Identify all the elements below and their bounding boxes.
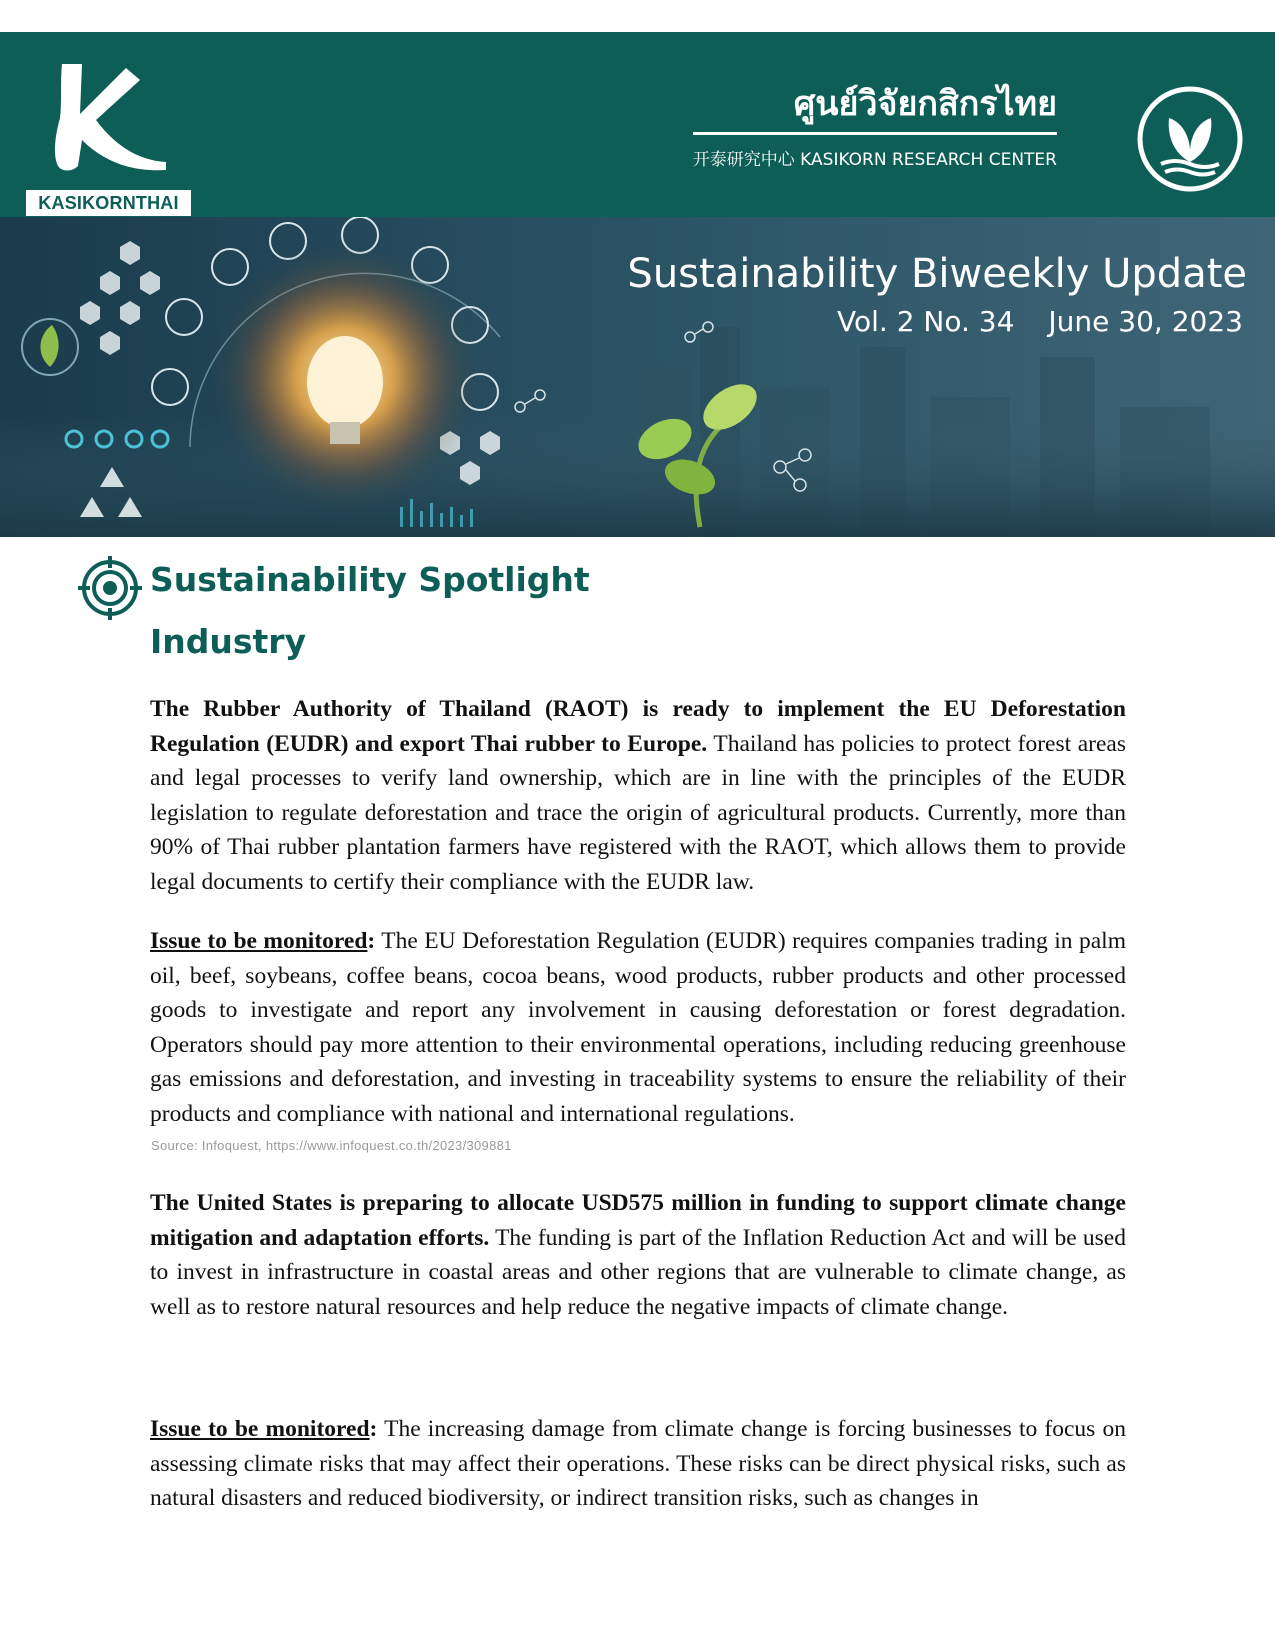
kasikornthai-logo: [26, 62, 196, 218]
kasikorn-emblem-icon: [1135, 84, 1245, 194]
volume-number: Vol. 2 No. 34: [837, 305, 1015, 338]
article-paragraph: [150, 692, 1126, 899]
brand-header: [0, 32, 1275, 217]
logo-label: KASIKORNTHAI: [26, 190, 191, 216]
issue-info: [837, 305, 1243, 338]
source-citation: Source: Infoquest, https://www.infoquest.co.th/2023/309881: [151, 1138, 512, 1153]
issue-body: The increasing damage from climate change is forcing businesses to focus on assessing climate risks that may affect their operations. These risks can be direct physical risks, such as natural disasters and reduced biodiversity, or indirect transition risks, such as changes in: [150, 1416, 1126, 1511]
target-crosshair-icon: [78, 556, 142, 620]
k-letter-icon: [48, 62, 168, 174]
center-name-english: 开泰研究中心 KASIKORN RESEARCH CENTER: [692, 150, 1057, 170]
article-paragraph: [150, 1186, 1126, 1324]
center-name-thai: ศูนย์วิจัยกสิกรไทย: [693, 82, 1057, 135]
issue-colon: :: [369, 1416, 378, 1442]
article-headline: The Rubber Authority of Thailand (RAOT) is ready to implement the EU Deforestation Regulation (EUDR) and export Thai rubber to Europe.: [150, 696, 1126, 757]
research-center-name: [693, 82, 1057, 170]
article-body: The funding is part of the Inflation Reduction Act and will be used to invest in infrastructure in coastal areas and other regions that are vulnerable to climate change, as well as to restore natural resources and help reduce the negative impacts of climate change.: [150, 1224, 1126, 1320]
issue-paragraph: [150, 1412, 1126, 1516]
issue-label: Issue to be monitored: [150, 928, 368, 954]
article-body: Thailand has policies to protect forest areas and legal processes to verify land ownership, which are in line with the principles of the EUDR legislation to regulate deforestation and trace the origin of agricultural products. Currently, more than 90% of Thai rubber plantation farmers have registered with the RAOT, which allows them to provide legal documents to certify their compliance with the EUDR law.: [150, 730, 1126, 895]
newsletter-title: Sustainability Biweekly Update: [627, 251, 1247, 297]
issue-date: June 30, 2023: [1048, 305, 1243, 338]
issue-paragraph: [150, 924, 1126, 1131]
article-headline: The United States is preparing to allocate USD575 million in funding to support climate change mitigation and adaptation efforts.: [150, 1190, 1126, 1251]
issue-label: Issue to be monitored: [150, 1416, 370, 1442]
issue-colon: :: [367, 928, 376, 954]
hero-banner: [0, 217, 1275, 537]
issue-body: The EU Deforestation Regulation (EUDR) requires companies trading in palm oil, beef, soybeans, coffee beans, cocoa beans, wood products, rubber products and other processed goods to investigate and report any involvement in causing deforestation or forest degradation. Operators should pay more attention to their environmental operations, including reducing greenhouse gas emissions and deforestation, and investing in traceability systems to ensure the reliability of their products and compliance with national and international regulations.: [150, 928, 1126, 1127]
spotlight-heading: Sustainability Spotlight: [150, 560, 590, 599]
section-title: Industry: [150, 622, 307, 661]
